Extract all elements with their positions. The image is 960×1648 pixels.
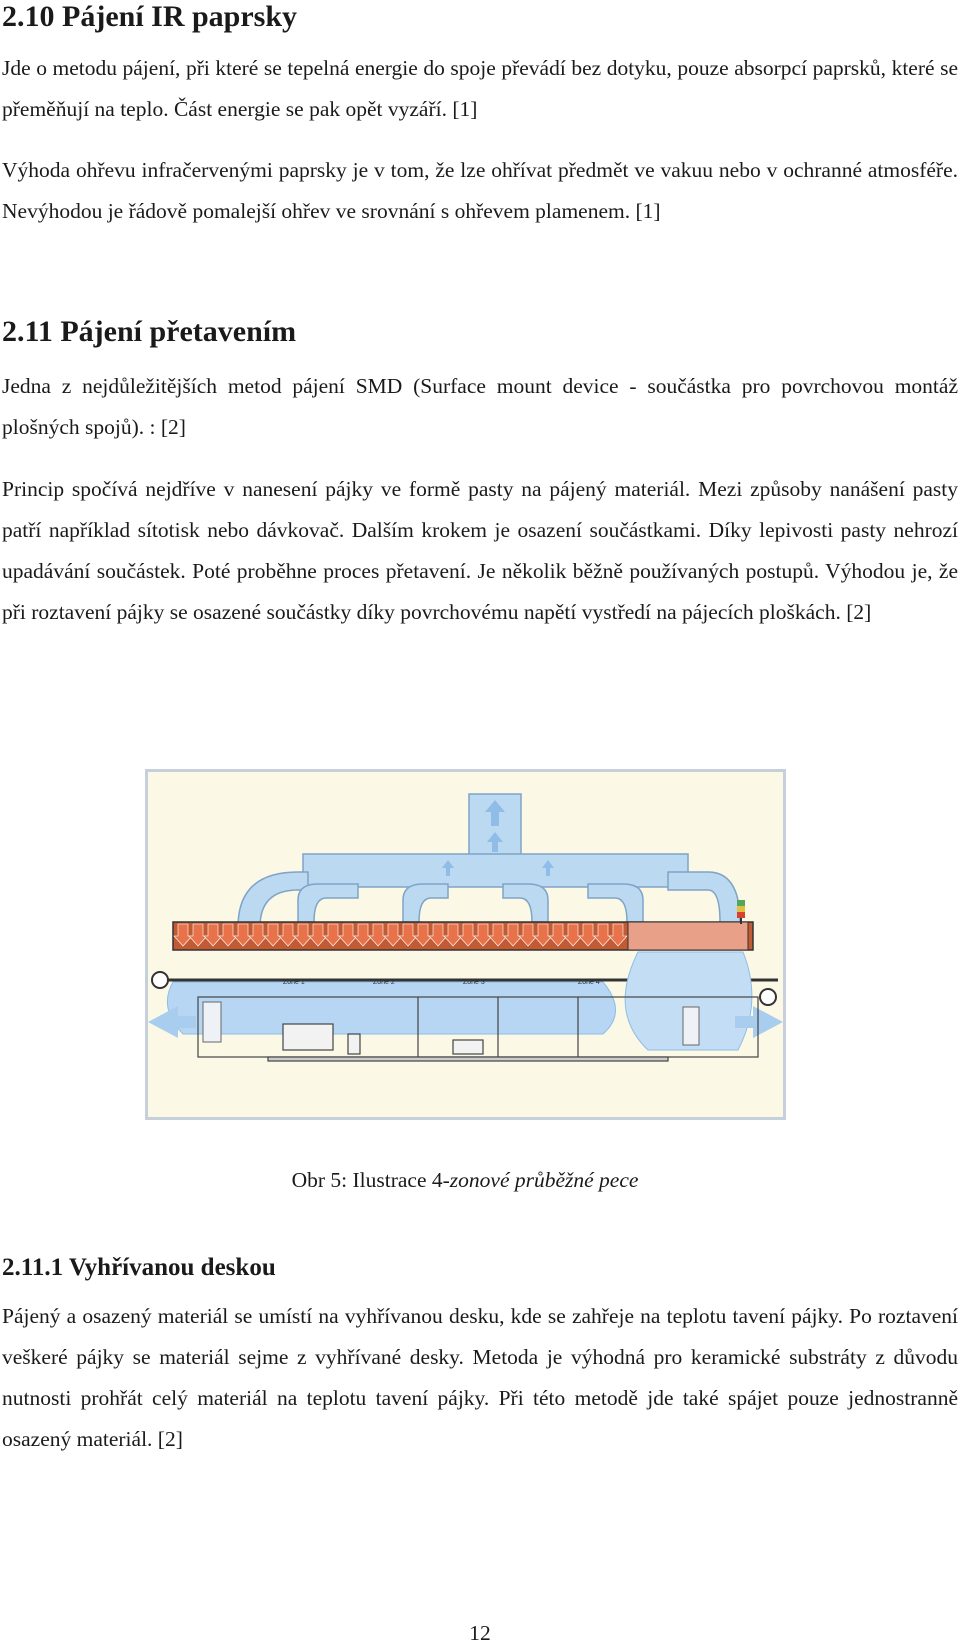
zone-label-1: Zone 1 (283, 979, 305, 986)
cool-air-flow (167, 982, 615, 1034)
section-heading-2-10: 2.10 Pájení IR paprsky (2, 0, 298, 33)
section-heading-2-11-1: 2.11.1 Vyhřívanou deskou (2, 1254, 276, 1281)
conveyor-left-roller (152, 972, 168, 988)
paragraph-ir-advantages: Výhoda ohřevu infračervenými paprsky je v tom, že lze ohřívat předmět ve vakuu nebo v ochranné atmosféře. Nevýhodou je řádově pomalejší ohřev ve srovnání s ohřevem plamenem. [1] (2, 158, 958, 223)
caption-prefix: Obr 5: Ilustrace 4- (291, 1168, 450, 1192)
exhaust-ducts (238, 794, 740, 937)
paragraph-reflow-intro: Jedna z nejdůležitějších metod pájení SMD (Surface mount device - součástka pro povrchovou montáž plošných spojů). : [2] (2, 374, 958, 439)
zone-label-2: Zone 2 (373, 979, 395, 986)
zone-label-3: Zone 3 (463, 979, 485, 986)
reflow-oven-illustration (145, 769, 786, 1120)
section-heading-2-11: 2.11 Pájení přetavením (2, 315, 297, 348)
zone-label-4: Zone 4 (578, 979, 600, 986)
paragraph-ir-method: Jde o metodu pájení, při které se tepelná energie do spoje převádí bez dotyku, pouze absorpcí paprsků, které se přeměňují na teplo. Část energie se pak opět vyzáří. [1] (2, 56, 958, 121)
caption-italic: zonové průběžné pece (449, 1168, 639, 1192)
reflow-oven-drawing (148, 772, 783, 1117)
cooling-section (628, 922, 748, 950)
page-number: 12 (469, 1621, 491, 1645)
right-fan (683, 1007, 699, 1045)
left-fan (203, 1002, 221, 1042)
paragraph-hot-plate: Pájený a osazený materiál se umístí na vyhřívanou desku, kde se zahřeje na teplotu tavení pájky. Po roztavení veškeré pájky se materiál sejme z vyhřívané desky. Metoda je výhodná pro keramické substráty z důvodu nutnosti prohřát celý materiál na teplotu tavení pájky. Při této metodě jde také spájet pouze jednostranně osazený materiál. [2] (2, 1304, 958, 1451)
paragraph-reflow-principle: Princip spočívá nejdříve v nanesení pájky ve formě pasty na pájený materiál. Mezi způsoby nanášení pasty patří například sítotisk nebo dávkovač. Dalším krokem je osazení součástkami. Díky lepivosti pasty nehrozí upadávání součástek. Poté proběhne proces přetavení. Je několik běžně používaných postupů. Výhodou je, že při roztavení pájky se osazené součástky díky povrchovému napětí vystředí na pájecích ploškách. [2] (2, 477, 958, 624)
figure-caption (0, 1166, 930, 1194)
conveyor-right-roller (760, 989, 776, 1005)
